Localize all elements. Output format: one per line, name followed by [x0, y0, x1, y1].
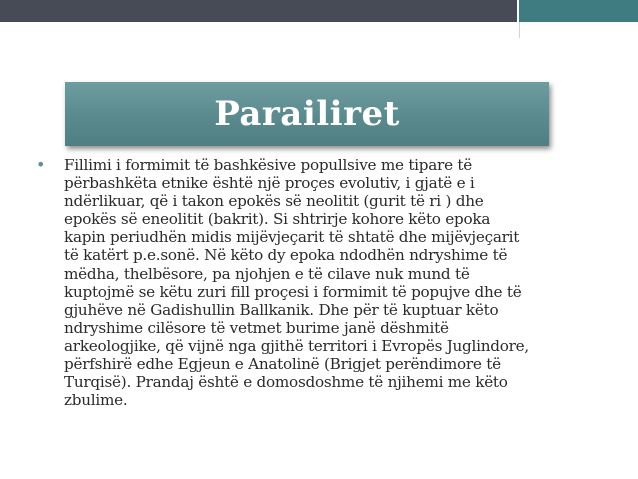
top-decoration-bar: [0, 0, 638, 22]
bullet-item: [36, 156, 616, 409]
bullet-icon: •: [36, 155, 46, 174]
title-banner: [65, 82, 549, 146]
top-bar-teal-segment: [519, 0, 638, 22]
bullet-text: Fillimi i formimit të bashkësive popullsive me tipare të përbashkëta etnike është një proçes evolutiv, i gjatë e i ndërlikuar, që i takon epokës së neolitit (gurit të ri ) dhe epokës së eneolitit (bakrit). Si shtrirje kohore këto epoka kapin periudhën midis mijëvjeçarit të shtatë dhe mijëvjeçarit të katërt p.e.sonë. Në këto dy epoka ndodhën ndryshime të mëdha, thelbësore, pa njohjen e të cilave nuk mund të kuptojmë se këtu zuri fill proçesi i formimit të popujve dhe të gjuhëve në Gadishullin Ballkanik. Dhe për të kuptuar këto ndryshime cilësore të vetmet burime janë dëshmitë arkeologjike, që vijnë nga gjithë territori i Evropës Juglindore, përfshirë edhe Egjeun e Anatolinë (Brigjet perëndimore të Turqisë). Prandaj është e domosdoshme të njihemi me këto zbulime.: [64, 156, 529, 410]
accent-line: [519, 22, 520, 38]
top-bar-dark-segment: [0, 0, 518, 22]
slide-body: [36, 156, 616, 409]
slide-title: Parailiret: [214, 94, 400, 134]
